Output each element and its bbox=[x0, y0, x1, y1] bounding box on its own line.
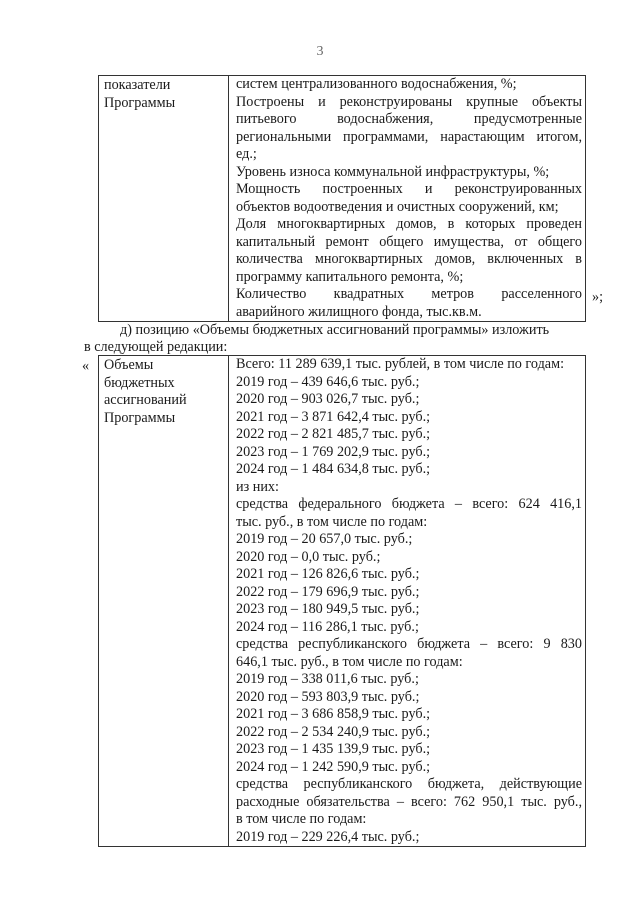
value-line: 2020 год – 593 803,9 тыс. руб.; bbox=[236, 688, 420, 705]
value-line: 2024 год – 1 242 590,9 тыс. руб.; bbox=[236, 758, 431, 775]
value-line: программу капитального ремонта, %; bbox=[236, 268, 464, 285]
value-line: из них: bbox=[236, 478, 279, 495]
budget-allocations-table bbox=[98, 355, 586, 847]
value-line: Количество квадратных метров расселенного bbox=[236, 286, 582, 302]
value-line: Уровень износа коммунальной инфраструктуры, %; bbox=[236, 163, 550, 180]
page-number: 3 bbox=[316, 44, 324, 59]
value-line: средства республиканского бюджета, действующие bbox=[236, 776, 582, 792]
value-line: 2019 год – 338 011,6 тыс. руб.; bbox=[236, 671, 419, 687]
value-line: 2021 год – 126 826,6 тыс. руб.; bbox=[236, 566, 420, 582]
value-line: 2024 год – 1 484 634,8 тыс. руб.; bbox=[236, 461, 431, 477]
label-line: Программы bbox=[104, 409, 176, 426]
value-line: региональными программами, нарастающим итогом, bbox=[236, 128, 582, 145]
amendment-paragraph-line-1: д) позицию «Объемы бюджетных ассигнований программы» изложить bbox=[120, 322, 550, 338]
value-line: 2022 год – 179 696,9 тыс. руб.; bbox=[236, 583, 420, 600]
closing-quote: »; bbox=[592, 289, 604, 305]
value-line: в том числе по годам: bbox=[236, 811, 367, 827]
value-line: тыс. руб., в том числе по годам: bbox=[236, 513, 428, 530]
indicator-values-cell bbox=[229, 76, 586, 322]
value-line: систем централизованного водоснабжения, %; bbox=[236, 76, 517, 92]
value-line: 646,1 тыс. руб., в том числе по годам: bbox=[236, 653, 463, 670]
value-line: капитальный ремонт общего имущества, от общего bbox=[236, 233, 582, 250]
value-line: средства республиканского бюджета – всего: 9 830 bbox=[236, 636, 582, 652]
value-line: 2023 год – 1 435 139,9 тыс. руб.; bbox=[236, 741, 431, 757]
value-line: 2019 год – 439 646,6 тыс. руб.; bbox=[236, 373, 420, 390]
value-line: аварийного жилищного фонда, тыс.кв.м. bbox=[236, 303, 482, 320]
budget-values-cell bbox=[229, 356, 586, 847]
label-line: Объемы bbox=[104, 357, 154, 373]
value-line: средства федерального бюджета – всего: 624 416,1 bbox=[236, 496, 582, 512]
table-row bbox=[99, 356, 586, 847]
value-line: Построены и реконструированы крупные объекты bbox=[236, 93, 582, 110]
value-line: 2024 год – 116 286,1 тыс. руб.; bbox=[236, 618, 419, 635]
value-line: 2022 год – 2 821 485,7 тыс. руб.; bbox=[236, 426, 431, 442]
value-line: Мощность построенных и реконструированных bbox=[236, 181, 582, 197]
value-line: расходные обязательства – всего: 762 950,1 тыс. руб., bbox=[236, 793, 582, 810]
value-line: 2021 год – 3 686 858,9 тыс. руб.; bbox=[236, 706, 431, 722]
value-line: 2022 год – 2 534 240,9 тыс. руб.; bbox=[236, 723, 431, 740]
value-line: 2020 год – 903 026,7 тыс. руб.; bbox=[236, 391, 420, 407]
value-line: 2019 год – 229 226,4 тыс. руб.; bbox=[236, 828, 420, 845]
value-line: 2023 год – 180 949,5 тыс. руб.; bbox=[236, 601, 420, 617]
label-line: Программы bbox=[104, 94, 176, 111]
amendment-paragraph-line-2: в следующей редакции: bbox=[84, 339, 228, 355]
value-line: 2020 год – 0,0 тыс. руб.; bbox=[236, 548, 381, 565]
program-indicators-table bbox=[98, 75, 586, 322]
budget-label-cell bbox=[99, 356, 229, 847]
value-line: Доля многоквартирных домов, в которых проведен bbox=[236, 216, 582, 232]
value-line: объектов водоотведения и очистных сооружений, км; bbox=[236, 198, 559, 215]
value-line: 2023 год – 1 769 202,9 тыс. руб.; bbox=[236, 443, 431, 460]
value-line: количества многоквартирных домов, включенных в bbox=[236, 251, 582, 267]
label-line: показатели bbox=[104, 77, 171, 93]
opening-quote: « bbox=[82, 358, 90, 374]
value-line: ед.; bbox=[236, 146, 257, 162]
label-line: ассигнований bbox=[104, 392, 187, 408]
table-row bbox=[99, 76, 586, 322]
value-line: 2021 год – 3 871 642,4 тыс. руб.; bbox=[236, 408, 431, 425]
indicator-label-cell bbox=[99, 76, 229, 322]
value-line: питьевого водоснабжения, предусмотренные bbox=[236, 111, 582, 127]
value-line: Всего: 11 289 639,1 тыс. рублей, в том числе по годам: bbox=[236, 356, 565, 372]
label-line: бюджетных bbox=[104, 374, 175, 391]
value-line: 2019 год – 20 657,0 тыс. руб.; bbox=[236, 531, 413, 547]
